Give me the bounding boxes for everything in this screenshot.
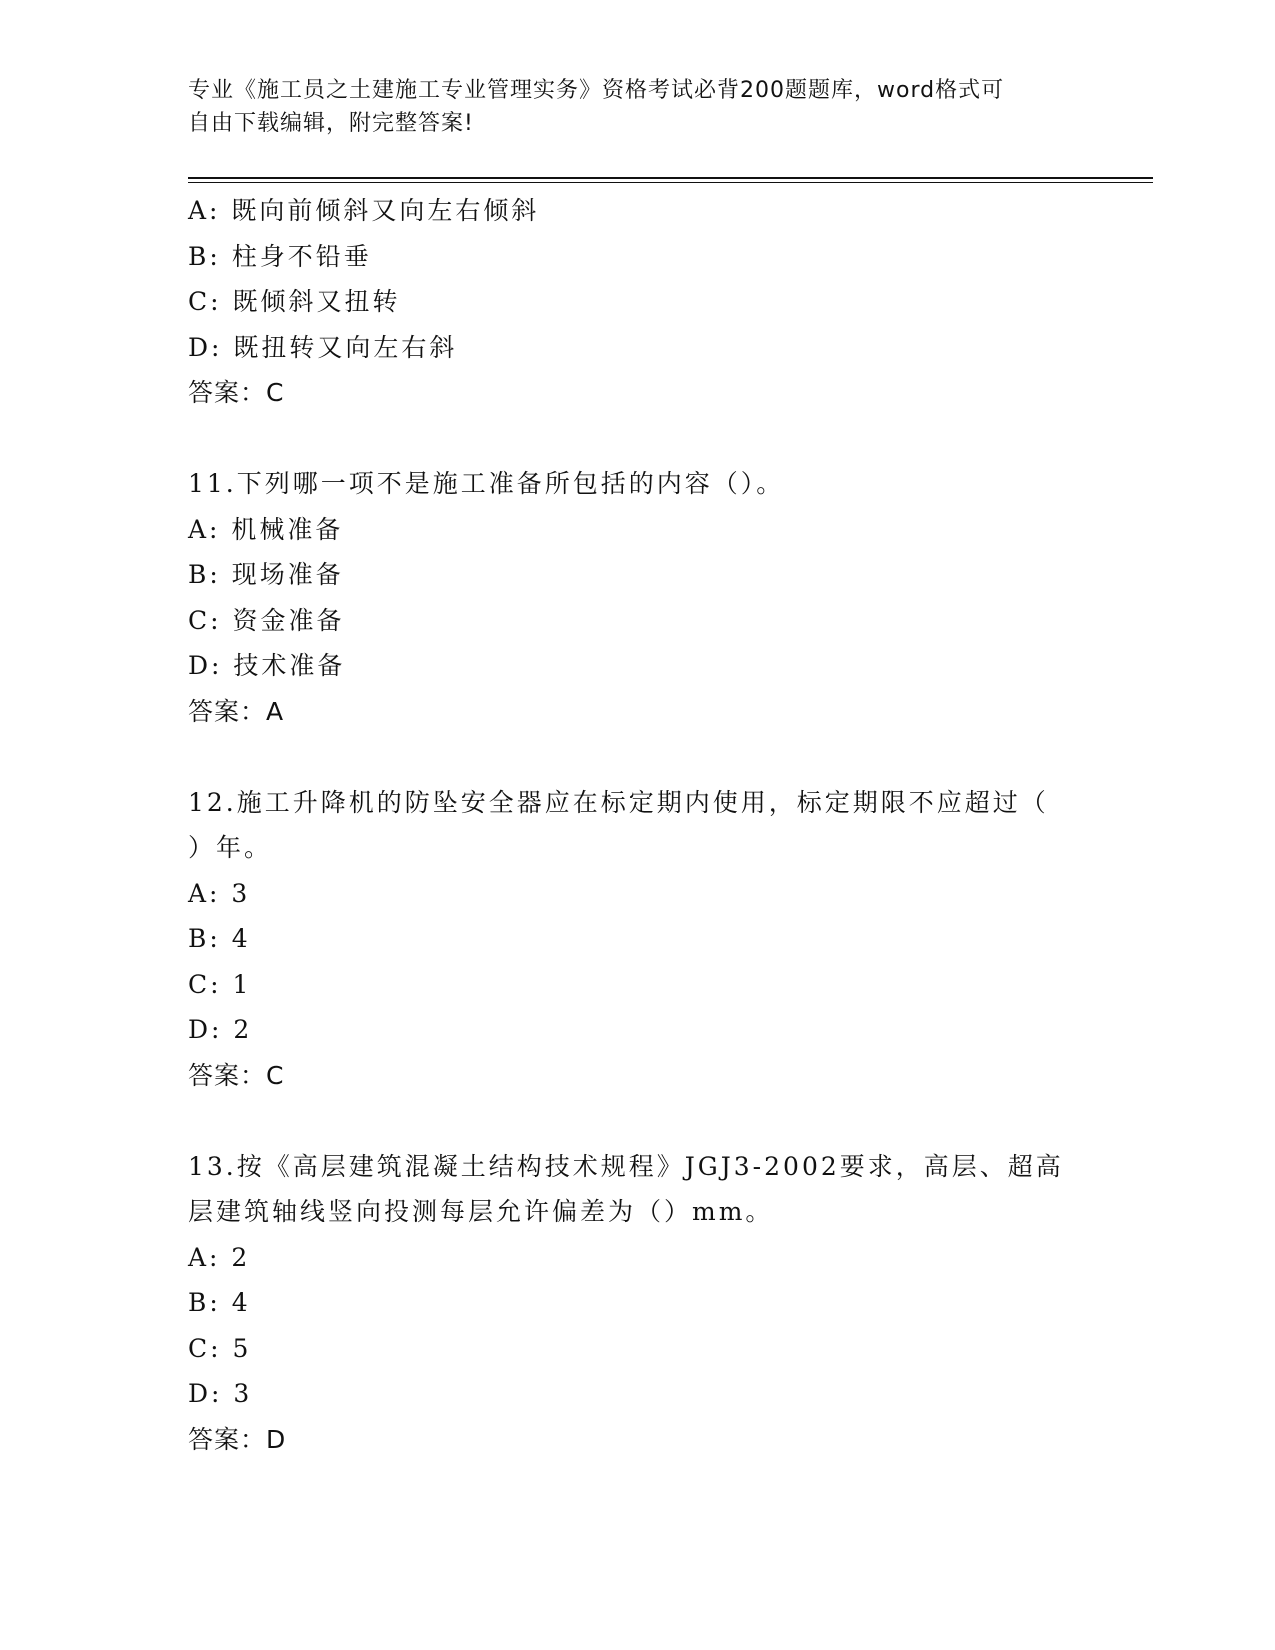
answer-line: 答案：D	[188, 1424, 287, 1454]
spacer	[188, 416, 1068, 462]
option-a: A: 2	[188, 1242, 251, 1272]
option-d: D: 既扭转又向左右斜	[188, 332, 458, 362]
option-a: A: 3	[188, 878, 251, 908]
option-d: D: 3	[188, 1379, 253, 1408]
option-d: D: 2	[188, 1015, 253, 1044]
option-b: B: 4	[188, 924, 251, 953]
answer-line: 答案：C	[188, 1060, 285, 1090]
option-b: B: 柱身不铅垂	[188, 241, 372, 271]
question-10	[188, 188, 1068, 416]
question-12	[188, 780, 1068, 1099]
header-line-2: 自由下载编辑，附完整答案!	[188, 111, 474, 136]
answer-line: 答案：A	[188, 696, 285, 726]
question-13	[188, 1144, 1068, 1463]
question-stem-line-1: 12.施工升降机的防坠安全器应在标定期内使用，标定期限不应超过（	[188, 787, 1049, 817]
spacer	[188, 1098, 1068, 1144]
question-list	[188, 188, 1068, 1462]
header-divider-thick	[188, 177, 1153, 179]
option-c: C: 资金准备	[188, 605, 345, 635]
option-a: A: 机械准备	[188, 514, 344, 544]
option-a: A: 既向前倾斜又向左右倾斜	[188, 196, 540, 225]
option-b: B: 4	[188, 1288, 251, 1317]
option-b: B: 现场准备	[188, 560, 344, 589]
question-stem-line-2: ）年。	[188, 833, 273, 862]
question-stem-line-2: 层建筑轴线竖向投测每层允许偏差为（）mm。	[188, 1197, 774, 1226]
question-11	[188, 461, 1068, 734]
option-c: C: 5	[188, 1333, 252, 1363]
option-c: C: 1	[188, 969, 252, 999]
header-divider-thin	[188, 182, 1153, 183]
answer-line: 答案：C	[188, 378, 285, 407]
page-header	[188, 74, 1068, 140]
question-stem: 11.下列哪一项不是施工准备所包括的内容（）。	[188, 469, 785, 498]
header-line-1: 专业《施工员之土建施工专业管理实务》资格考试必背200题题库，word格式可	[188, 78, 1005, 103]
question-stem-line-1: 13.按《高层建筑混凝土结构技术规程》JGJ3-2002要求，高层、超高	[188, 1151, 1064, 1181]
option-c: C: 既倾斜又扭转	[188, 287, 401, 316]
spacer	[188, 734, 1068, 780]
option-d: D: 技术准备	[188, 651, 346, 680]
